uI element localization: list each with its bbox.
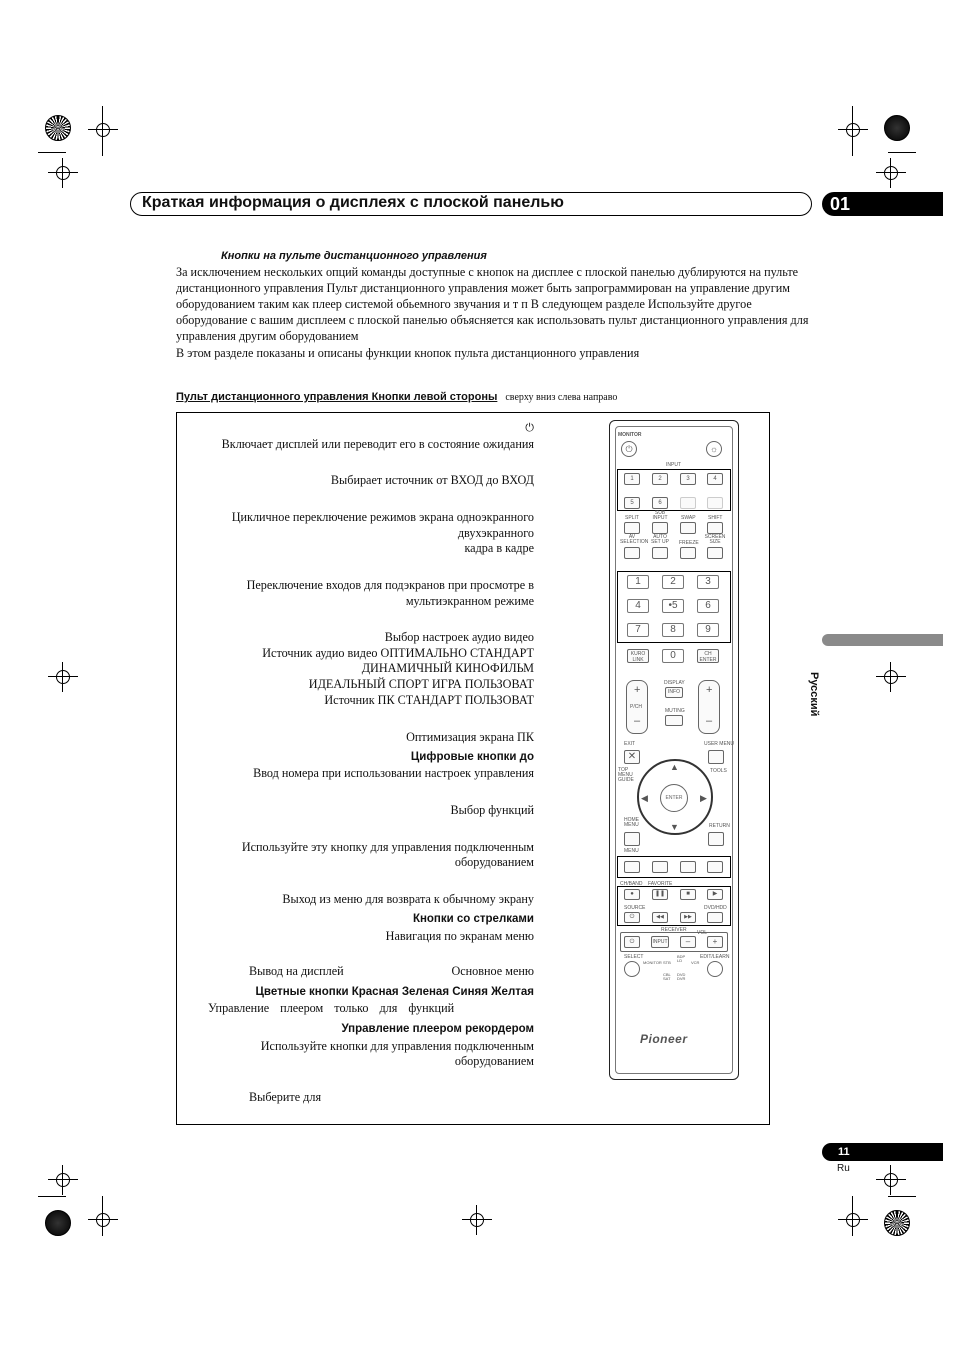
ch-enter-button: CH ENTER [697, 649, 719, 663]
input-4-key: 4 [707, 473, 723, 485]
description-text: Управление плеером только для функций [208, 1001, 455, 1015]
description-text: Источник аудио видео ОПТИМАЛЬНО СТАНДАРТ [262, 646, 534, 660]
remote-label: MUTING [665, 708, 685, 714]
av-selection-button [624, 547, 640, 559]
blank-key [707, 497, 723, 509]
number-key: 3 [697, 575, 719, 589]
description-text: Выбирает источник от ВХОД до ВХОД [330, 473, 534, 487]
language-label: Русский [808, 672, 820, 717]
page-number: 11 [822, 1143, 943, 1161]
registration-mark [462, 1205, 492, 1235]
description-text: ИДЕАЛЬНЫЙ СПОРТ ИГРА ПОЛЬЗОВАТ [308, 677, 534, 691]
description-text: двухэкранного [457, 526, 534, 540]
edit-learn-button [707, 961, 723, 977]
description-text: Используйте кнопки для управления подключенным [260, 1039, 534, 1053]
intro-paragraph: За исключением нескольких опций команды доступные с кнопок на дисплее с плоской панелью дублируются на пульте дистанционного управления Пульт дистанционного управления может быть запрограммирован на управление другим оборудованием таким как плеер системой обьемного звучания и т п В следующем разделе Используйте другое оборудование с вашим дисплеем с плоской панелью объясняется как использовать пульт дистанционного управления для управления другим оборудованием [176, 265, 809, 343]
remote-label: BDP LD [677, 954, 686, 963]
remote-label: INPUT [666, 462, 681, 468]
source-button: ⏻ [624, 912, 640, 923]
remote-label: SOURCE [624, 905, 646, 911]
remote-label: MONITOR [618, 432, 642, 438]
trim-line [852, 1196, 853, 1236]
pause-button: ❚❚ [652, 889, 668, 900]
description-text: оборудованием [454, 855, 534, 869]
vol-plus: + [706, 684, 713, 696]
description-heading: Цифровые кнопки до [410, 751, 534, 763]
intro-subheading: Кнопки на пульте дистанционного управления [221, 250, 487, 262]
trim-line [852, 106, 853, 156]
receiver-vol-minus: – [680, 936, 696, 948]
home-menu-button [624, 832, 640, 846]
remote-label: TOP MENU GUIDE [618, 767, 634, 783]
auto-setup-button [652, 547, 668, 559]
remote-label: SUB INPUT [652, 510, 668, 521]
description-text: кадра в кадре [464, 541, 534, 555]
description-text: Цикличное переключение режимов экрана одноэкранного [231, 510, 534, 524]
registration-mark [838, 1205, 868, 1235]
description-text: Источник ПК СТАНДАРТ ПОЛЬЗОВАТ [324, 693, 534, 707]
input-1-key: 1 [624, 473, 640, 485]
number-key: 6 [697, 599, 719, 613]
section-heading [176, 387, 617, 405]
description-text: Переключение входов для подэкранов при просмотре в [246, 578, 534, 592]
registration-rosette [45, 115, 71, 141]
description-text: Оптимизация экрана ПК [406, 730, 534, 744]
remote-label: AUTO SET UP [651, 534, 669, 545]
remote-label: FAVORITE [648, 881, 673, 887]
monitor-power-button: ⏻ [621, 441, 637, 457]
blank-key [680, 497, 696, 509]
description-text: Включает дисплей или переводит его в состояние ожидания [221, 437, 534, 451]
remote-label: DVD DVR [677, 972, 686, 981]
number-key: 7 [627, 623, 649, 637]
screen-size-button [707, 547, 723, 559]
trim-line [102, 1196, 103, 1236]
trim-line [888, 152, 916, 153]
number-key: 2 [662, 575, 684, 589]
dvd-hdd-button [707, 912, 723, 923]
stop-button: ■ [680, 889, 696, 900]
description-text: Выбор настроек аудио видео [384, 630, 534, 644]
rewind-button: ◀◀ [652, 912, 668, 923]
input-6-key: 6 [652, 497, 668, 509]
remote-label: VCR [691, 960, 700, 965]
registration-rosette [884, 115, 910, 141]
vol-minus: – [706, 715, 713, 727]
number-key: 1 [627, 575, 649, 589]
arrow-up-icon: ▲ [670, 762, 679, 772]
blue-button [680, 861, 696, 873]
description-heading: Управление плеером рекордером [341, 1023, 534, 1035]
user-menu-button [708, 750, 724, 764]
select-button [624, 961, 640, 977]
registration-mark [48, 662, 78, 692]
remote-label: DVD/HDD [704, 905, 727, 911]
trim-line [102, 106, 103, 156]
page-title: Краткая информация о дисплеях с плоской панелью [142, 194, 564, 211]
remote-label: HOME MENU [624, 817, 639, 828]
number-key-zero: 0 [662, 649, 684, 663]
power-symbol: ⏻ [525, 421, 534, 434]
section-title: Пульт дистанционного управления Кнопки левой стороны [176, 391, 498, 403]
input-3-key: 3 [680, 473, 696, 485]
chapter-number: 01 [822, 192, 943, 216]
remote-label: MONITOR [643, 960, 662, 965]
swap-button [680, 522, 696, 534]
section-note: сверху вниз слева направо [505, 392, 618, 403]
remote-label: EDIT/LEARN [700, 954, 730, 960]
registration-mark [876, 1165, 906, 1195]
shift-button [707, 522, 723, 534]
input-5-key: 5 [624, 497, 640, 509]
pch-plus: + [634, 684, 641, 696]
remote-label: SHIFT [708, 515, 723, 521]
info-button: INFO [665, 687, 683, 698]
language-tab [822, 634, 943, 646]
description-heading: Кнопки со стрелками [412, 913, 534, 925]
arrow-down-icon: ▼ [670, 822, 679, 832]
description-text: Выбор функций [450, 803, 534, 817]
remote-label: EXIT [624, 741, 636, 747]
muting-button [665, 715, 683, 726]
registration-rosette [45, 1210, 71, 1236]
page-language: Ru [837, 1163, 850, 1174]
split-button [624, 522, 640, 534]
number-key: 8 [662, 623, 684, 637]
remote-label: AV SELECTION [620, 534, 649, 545]
input-2-key: 2 [652, 473, 668, 485]
remote-label: RETURN [709, 823, 730, 829]
remote-label: SCREEN SIZE [704, 534, 726, 545]
freeze-button [680, 547, 696, 559]
arrow-left-icon: ◀ [641, 793, 648, 803]
return-button [708, 832, 724, 846]
description-text: мультиэкранном режиме [405, 594, 534, 608]
description-text: Выход из меню для возврата к обычному экрану [282, 892, 534, 906]
description-text: оборудованием [454, 1054, 534, 1068]
description-text: Навигация по экранам меню [385, 929, 534, 943]
description-text: Вывод на дисплей [249, 964, 344, 978]
remote-label: DISPLAY [664, 680, 685, 686]
description-heading: Цветные кнопки Красная Зеленая Синяя Желтая [255, 986, 534, 998]
record-button: ● [624, 889, 640, 900]
number-key: 4 [627, 599, 649, 613]
registration-mark [876, 158, 906, 188]
kuro-link-button: KURO LINK [627, 649, 649, 663]
trim-line [38, 152, 66, 153]
receiver-input-button: INPUT [651, 936, 669, 948]
registration-mark [48, 158, 78, 188]
arrow-right-icon: ▶ [700, 793, 707, 803]
brand-logo: Pioneer [640, 1032, 688, 1046]
remote-label: RECEIVER [661, 927, 687, 933]
description-text: Используйте эту кнопку для управления подключенным [241, 840, 534, 854]
registration-mark [88, 1205, 118, 1235]
description-text: ДИНАМИЧНЫЙ КИНОФИЛЬМ [361, 661, 534, 675]
light-icon: ☼ [706, 441, 722, 457]
remote-label: CBL SAT [663, 972, 671, 981]
number-key: •5 [662, 599, 684, 613]
description-text: Выберите для [249, 1090, 322, 1104]
registration-rosette [884, 1210, 910, 1236]
remote-label: SELECT [624, 954, 644, 960]
remote-label: USER MENU [704, 741, 735, 747]
enter-button: ENTER [660, 784, 688, 812]
remote-label: CH/BAND [620, 881, 643, 887]
trim-line [888, 1196, 916, 1197]
play-button: ▶ [707, 889, 723, 900]
remote-label: FREEZE [679, 540, 699, 546]
exit-button: ✕ [624, 750, 640, 764]
registration-mark [88, 115, 118, 145]
registration-mark [48, 1165, 78, 1195]
receiver-vol-plus: + [707, 936, 723, 948]
remote-label: MENU [624, 848, 639, 854]
number-key: 9 [697, 623, 719, 637]
remote-label: SWAP [681, 515, 696, 521]
remote-label: TOOLS [710, 768, 727, 774]
remote-label: VOL [697, 930, 708, 936]
remote-label: P/CH [630, 704, 642, 710]
intro-paragraph: В этом разделе показаны и описаны функции кнопок пульта дистанционного управления [176, 346, 640, 360]
fast-forward-button: ▶▶ [680, 912, 696, 923]
description-text: Основное меню [451, 964, 534, 978]
description-text: Ввод номера при использовании настроек управления [253, 766, 534, 780]
sub-input-button [652, 522, 668, 534]
trim-line [38, 1196, 66, 1197]
yellow-button [707, 861, 723, 873]
red-button [624, 861, 640, 873]
green-button [652, 861, 668, 873]
remote-label: STB [663, 960, 671, 965]
pch-minus: – [634, 715, 641, 727]
registration-mark [838, 115, 868, 145]
remote-label: SPLIT [625, 515, 639, 521]
registration-mark [876, 662, 906, 692]
receiver-power-button: ⏻ [624, 936, 640, 948]
